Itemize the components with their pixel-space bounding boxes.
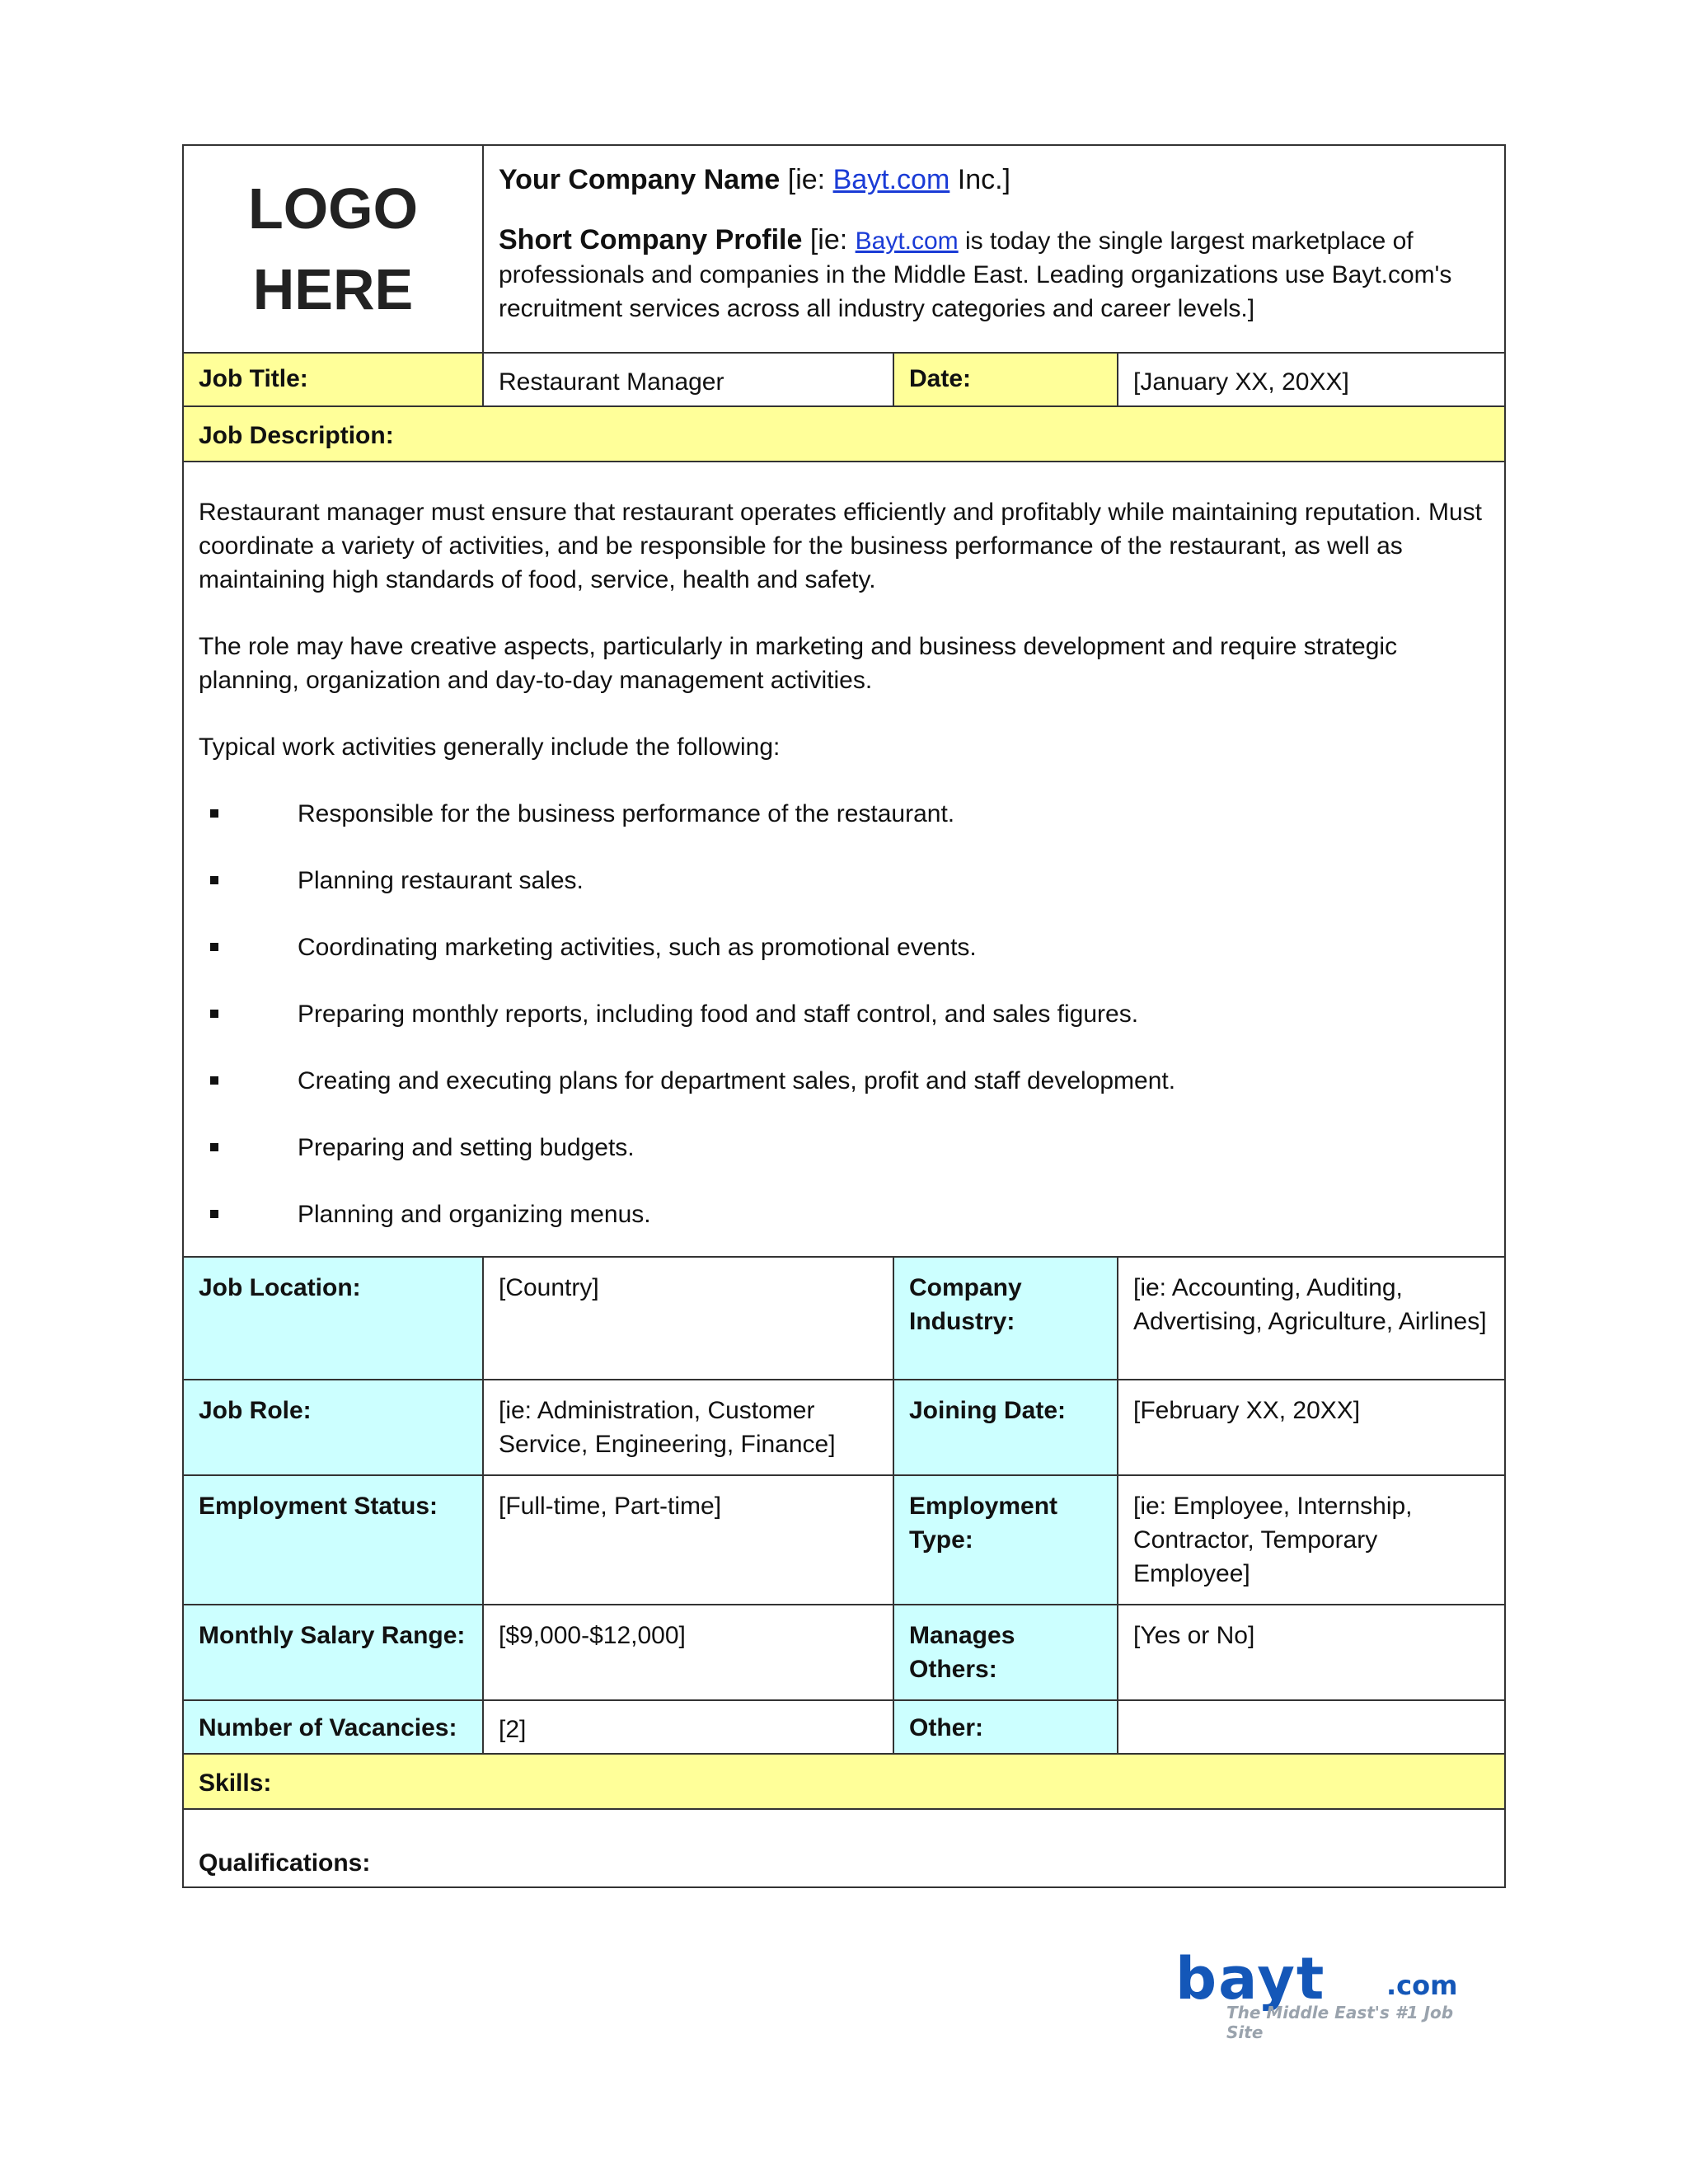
joining-date-label: Joining Date: [893,1380,1118,1475]
job-description-label: Job Description: [183,406,1505,462]
activity-item [199,997,1489,1031]
bullet-square-icon [210,943,218,951]
employment-type-value: [ie: Employee, Internship, Contractor, Temporary Employee] [1118,1475,1505,1605]
company-name [499,161,1489,199]
bayt-tagline: The Middle East's #1 Job Site [1226,2003,1454,2042]
company-name-suffix: Inc.] [950,164,1010,195]
job-location-label: Job Location: [183,1257,483,1380]
activities-list [199,797,1489,1231]
company-info [483,145,1505,353]
salary-row [183,1605,1505,1700]
activity-text: Planning and organizing menus. [298,1201,651,1228]
job-description-body [183,462,1505,1257]
activity-item [199,1131,1489,1165]
description-paragraph: The role may have creative aspects, particularly in marketing and business development and require strategic planning, organization and day-to-day management activities. [199,633,1398,694]
logo-placeholder [183,145,483,353]
other-label: Other: [893,1700,1118,1754]
description-paragraph: Restaurant manager must ensure that restaurant operates efficiently and profitably while maintaining reputation. Must coordinate a variety of activities, and be responsible for the business performance of the restaurant, as well as maintaining high standards of food, service, health and safety. [199,499,1482,593]
salary-range-label: Monthly Salary Range: [183,1605,483,1700]
employment-row [183,1475,1505,1605]
company-name-link[interactable]: Bayt.com [832,164,950,195]
description-paragraph: Typical work activities generally include the following: [199,733,781,761]
other-value [1118,1700,1505,1754]
activity-text: Preparing and setting budgets. [298,1134,635,1161]
activity-item [199,864,1489,898]
company-industry-value: [ie: Accounting, Auditing, Advertising, Agriculture, Airlines] [1118,1257,1505,1380]
manages-others-label: Manages Others: [893,1605,1118,1700]
salary-range-value: [$9,000-$12,000] [483,1605,893,1700]
job-description-form [182,144,1504,1888]
bullet-square-icon [210,1076,218,1085]
job-role-label: Job Role: [183,1380,483,1475]
skills-row [183,1754,1505,1809]
bullet-square-icon [210,1143,218,1151]
vacancies-label: Number of Vacancies: [183,1700,483,1754]
activity-text: Planning restaurant sales. [298,867,584,894]
bayt-brand-suffix: .com [1386,1970,1458,2001]
logo-line-1: LOGO [247,176,419,241]
qualifications-row [183,1809,1505,1887]
job-role-value: [ie: Administration, Customer Service, Engineering, Finance] [483,1380,893,1475]
vacancies-row [183,1700,1505,1754]
activity-text: Responsible for the business performance of the restaurant. [298,800,955,827]
role-row [183,1380,1505,1475]
company-profile-text: is today the single largest marketplace of professionals and companies in the Middle East. Leading organizations use Bayt.com's recruitment services across all industry categories and career levels.] [499,227,1452,322]
job-title-row [183,353,1505,406]
job-title-value: Restaurant Manager [483,353,893,406]
employment-type-label: Employment Type: [893,1475,1118,1605]
activity-text: Coordinating marketing activities, such as promotional events. [298,934,977,961]
activity-text: Creating and executing plans for department sales, profit and staff development. [298,1067,1176,1094]
company-profile [499,223,1489,326]
manages-others-value: [Yes or No] [1118,1605,1505,1700]
activity-item [199,797,1489,831]
qualifications-label: Qualifications: [183,1809,1505,1887]
company-name-prefix: [ie: [780,164,833,195]
logo-line-2: HERE [252,257,414,321]
employment-status-label: Employment Status: [183,1475,483,1605]
bullet-square-icon [210,809,218,818]
location-row [183,1257,1505,1380]
date-label: Date: [893,353,1118,406]
job-description-header-row [183,406,1505,462]
job-description-body-row [183,462,1505,1257]
skills-label: Skills: [183,1754,1505,1809]
bullet-square-icon [210,1210,218,1218]
activity-text: Preparing monthly reports, including food and staff control, and sales figures. [298,1001,1139,1028]
bayt-brand-text: bayt [1175,1945,1326,2013]
joining-date-value: [February XX, 20XX] [1118,1380,1505,1475]
date-value: [January XX, 20XX] [1118,353,1505,406]
bullet-square-icon [210,876,218,884]
header-row [183,145,1505,353]
company-name-label: Your Company Name [499,164,781,195]
company-profile-label: Short Company Profile [499,224,803,255]
company-industry-label: Company Industry: [893,1257,1118,1380]
activity-item [199,1064,1489,1098]
company-profile-link[interactable]: Bayt.com [855,227,959,255]
bullet-square-icon [210,1010,218,1018]
job-location-value: [Country] [483,1257,893,1380]
company-profile-prefix: [ie: [802,224,856,255]
form-table [182,144,1506,1888]
activity-item [199,1197,1489,1231]
activity-item [199,930,1489,964]
bayt-logo [1175,1945,1489,2042]
vacancies-value: [2] [483,1700,893,1754]
employment-status-value: [Full-time, Part-time] [483,1475,893,1605]
job-title-label: Job Title: [183,353,483,406]
